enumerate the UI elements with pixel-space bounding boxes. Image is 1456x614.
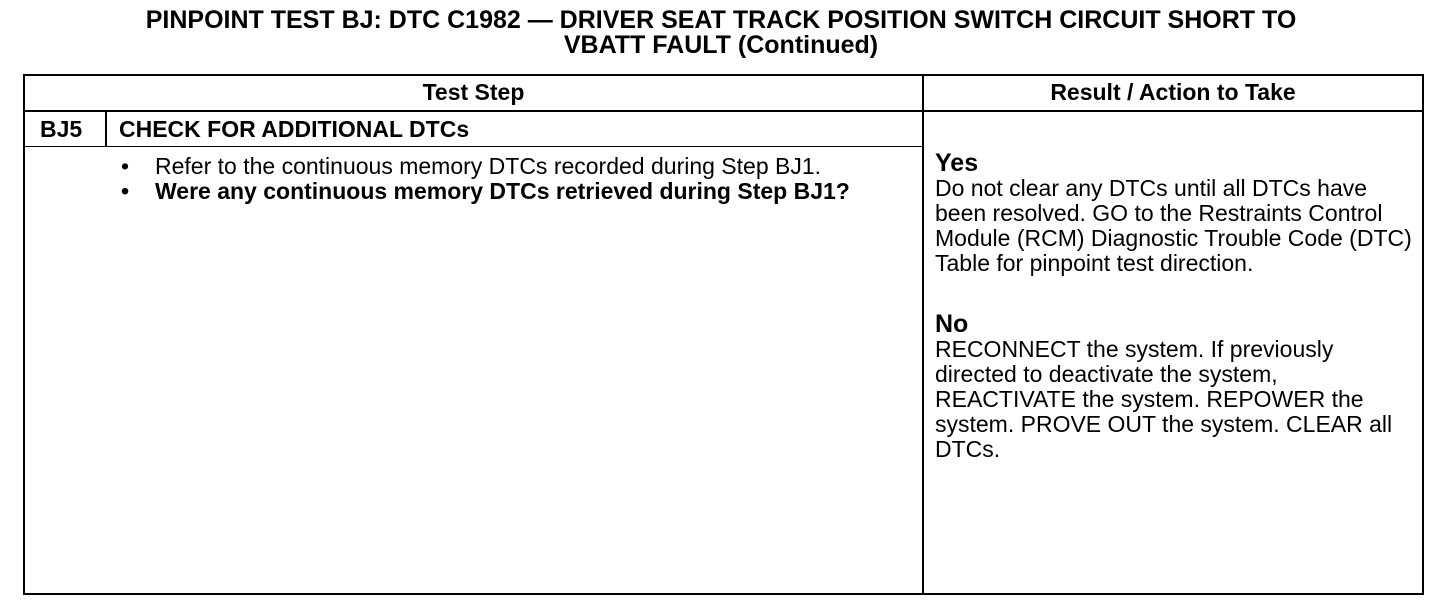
step-instruction-text: Refer to the continuous memory DTCs recorded during Step BJ1. [155,153,822,179]
result-yes-action: Do not clear any DTCs until all DTCs have been resolved. GO to the Restraints Control Module (RCM) Diagnostic Trouble Code (DTC) Table for pinpoint test direction. [935,175,1412,276]
result-yes [935,150,1421,276]
step-heading-divider [25,146,922,147]
bullet-marker: • [120,153,130,179]
column-divider [922,76,924,593]
title-line-2: VBATT FAULT (Continued) [563,31,879,59]
step-question-item [115,179,855,204]
step-id: BJ5 [40,116,83,142]
step-heading: CHECK FOR ADDITIONAL DTCs [119,116,470,142]
header-divider [25,110,1422,112]
step-instructions [115,154,855,204]
result-yes-label: Yes [935,149,979,177]
header-test-step: Test Step [422,79,525,105]
result-no-action: RECONNECT the system. If previously directed to deactivate the system, REACTIVATE the system. REPOWER the system. PROVE OUT the system. CLEAR all DTCs. [935,336,1393,462]
header-result-action: Result / Action to Take [1050,79,1296,105]
step-id-divider [105,112,107,146]
step-instruction-item [115,154,855,179]
result-no-label: No [935,310,969,338]
step-question-text: Were any continuous memory DTCs retrieved during Step BJ1? [155,178,850,204]
title-line-1: PINPOINT TEST BJ: DTC C1982 — DRIVER SEAT TRACK POSITION SWITCH CIRCUIT SHORT TO [145,6,1297,34]
page-title [0,8,1442,58]
pinpoint-test-table [23,74,1424,595]
bullet-marker: • [120,178,130,204]
result-no [935,311,1421,462]
